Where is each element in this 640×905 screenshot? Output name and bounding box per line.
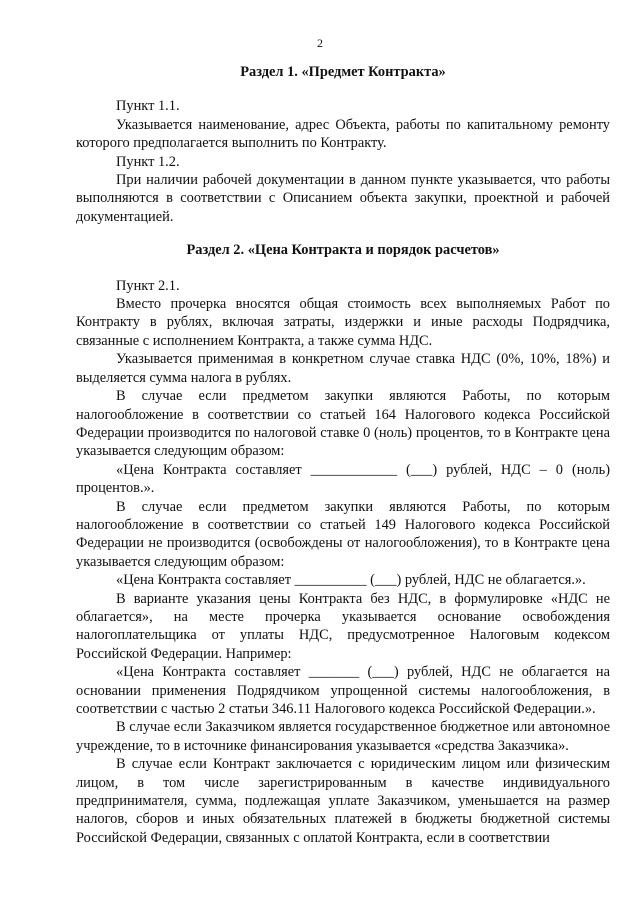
paragraph: Пункт 1.2.	[116, 153, 180, 170]
page-number: 2	[317, 36, 323, 50]
paragraph: Указывается применимая в конкретном случае ставка НДС (0%, 10%, 18%) и выделяется сумма налога в рублях.	[76, 351, 610, 386]
paragraph: «Цена Контракта составляет _______ (___) рублей, НДС не облагается на основании применения Подрядчиком упрощенной системы налогообложения, в соответствии с частью 2 статьи 346.11 Налогового кодекса Российской Федерации.».	[76, 664, 610, 717]
page-content	[76, 63, 610, 847]
paragraph: «Цена Контракта составляет ____________ (___) рублей, НДС – 0 (ноль) процентов.».	[76, 461, 610, 497]
paragraph: При наличии рабочей документации в данном пункте указывается, что работы выполняются в соответствии с Описанием объекта закупки, проектной и рабочей документацией.	[76, 172, 610, 225]
paragraph: В случае если предметом закупки являются Работы, по которым налогообложение в соответствии со статьей 164 Налогового кодекса Российской Федерации производится по налоговой ставке 0 (ноль) процентов, то в Контракте цена указывается следующим образом:	[76, 388, 610, 460]
paragraph: «Цена Контракта составляет __________ (___) рублей, НДС не облагается.».	[116, 572, 586, 589]
paragraph: Пункт 2.1.	[116, 277, 180, 294]
paragraph: Вместо прочерка вносятся общая стоимость всех выполняемых Работ по Контракту в рублях, включая затраты, издержки и иные расходы Подрядчика, связанные с исполнением Контракта, а также сумма НДС.	[76, 296, 610, 349]
section-1-title: Раздел 1. «Предмет Контракта»	[240, 64, 446, 80]
paragraph: В случае если предметом закупки являются Работы, по которым налогообложение в соответствии со статьей 149 Налогового кодекса Российской Федерации не производится (освобождены от налогообложения), то в Контракте цена указывается следующим образом:	[76, 498, 610, 570]
paragraph: В случае если Заказчиком является государственное бюджетное или автономное учреждение, то в источнике финансирования указывается «средства Заказчика».	[76, 719, 610, 754]
paragraph: Пункт 1.1.	[116, 98, 180, 115]
paragraph: В варианте указания цены Контракта без НДС, в формулировке «НДС не облагается», на месте прочерка указывается основание освобождения налогоплательщика от уплаты НДС, предусмотренное Налоговым кодексом Российской Федерации. Например:	[76, 590, 610, 662]
paragraph: В случае если Контракт заключается с юридическим лицом или физическим лицом, в том числе зарегистрированным в качестве индивидуального предпринимателя, сумма, подлежащая уплате Заказчиком, уменьшается на размер налогов, сборов и иных обязательных платежей в бюджеты бюджетной системы Российской Федерации, связанных с оплатой Контракта, если в соответствии	[76, 756, 610, 846]
section-2-title: Раздел 2. «Цена Контракта и порядок расчетов»	[186, 242, 500, 259]
paragraph: Указывается наименование, адрес Объекта, работы по капитальному ремонту которого предполагается выполнить по Контракту.	[76, 116, 610, 152]
